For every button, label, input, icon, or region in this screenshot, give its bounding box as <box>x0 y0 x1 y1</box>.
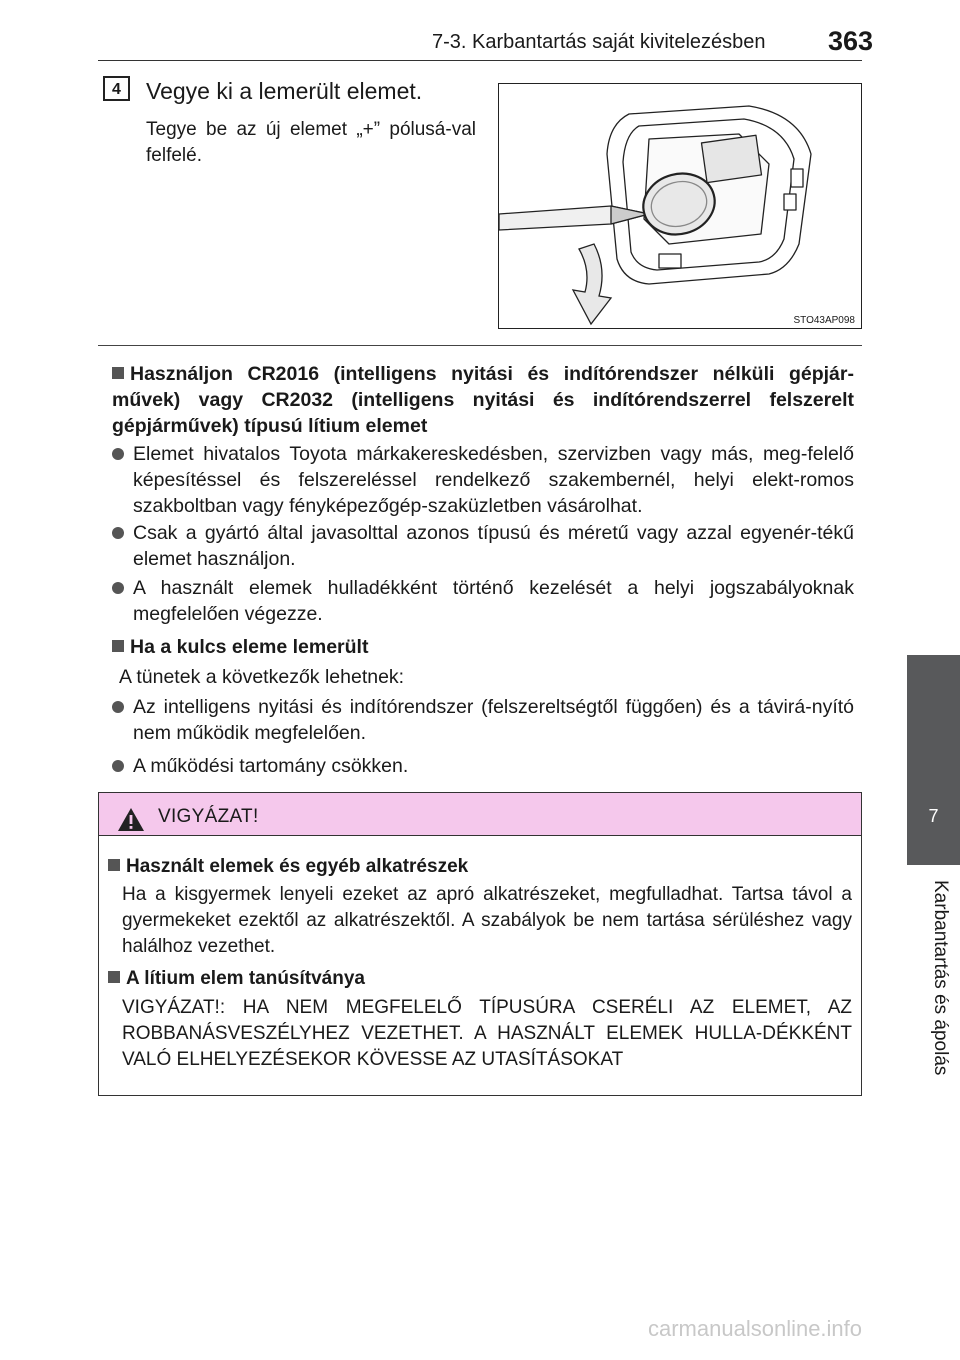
step-number-badge: 4 <box>103 76 130 101</box>
bullet-dot-icon <box>112 701 124 713</box>
figure-code: STO43AP098 <box>793 315 855 326</box>
section2-heading <box>112 634 854 660</box>
warning-item-heading-text: Használt elemek és egyéb alkatrészek <box>126 856 469 877</box>
chapter-tab <box>907 655 960 865</box>
section1-heading-text: Használjon CR2016 (intelligens nyitási és indítórendszer nélküli gépjár-művek) vagy CR2032 (intelligens nyitási és indítórendszerrel felszerelt gépjárművek) típusú lítium elemet <box>112 363 854 437</box>
warning-item-heading <box>108 856 468 878</box>
heading-square-icon <box>108 859 120 871</box>
list-item-text: Elemet hivatalos Toyota márkakereskedésben, szervizben vagy más, meg-felelő képesítéssel és felszereléssel rendelkező szakembernél, helyi elekt-romos szakboltban vagy fényképezőgép-szaküzletben vásárolhat. <box>133 443 854 517</box>
list-item-text: Az intelligens nyitási és indítórendszer (felszereltségtől függően) és a távirá-nyító nem működik megfelelően. <box>133 696 854 744</box>
warning-item-heading-text: A lítium elem tanúsítványa <box>126 968 365 989</box>
warning-item-heading <box>108 968 365 990</box>
bullet-dot-icon <box>112 760 124 772</box>
list-item <box>133 694 854 746</box>
section-divider <box>98 345 862 346</box>
warning-triangle-icon <box>117 807 145 832</box>
section2-intro: A tünetek a következők lehetnek: <box>119 666 405 688</box>
section-title: 7-3. Karbantartás saját kivitelezésben <box>432 31 766 53</box>
list-item <box>133 575 854 627</box>
bullet-dot-icon <box>112 527 124 539</box>
heading-square-icon <box>112 640 124 652</box>
key-battery-figure <box>498 83 862 329</box>
bullet-dot-icon <box>112 448 124 460</box>
list-item <box>133 520 854 572</box>
list-item <box>133 753 854 779</box>
section1-heading <box>112 361 854 439</box>
bullet-dot-icon <box>112 582 124 594</box>
step-description: Tegye be az új elemet „+” pólusá-val felfelé. <box>146 119 476 166</box>
section2-heading-text: Ha a kulcs eleme lemerült <box>130 636 369 658</box>
warning-item-text: VIGYÁZAT!: HA NEM MEGFELELŐ TÍPUSÚRA CSERÉLI AZ ELEMET, AZ ROBBANÁSVESZÉLYHEZ VEZETHET. A HASZNÁLT ELEMEK HULLA-DÉKKÉNT VALÓ ELHELYEZÉSEKOR KÖVESSE AZ UTASÍTÁSOKAT <box>122 997 852 1070</box>
step-title: Vegye ki a lemerült elemet. <box>146 78 423 104</box>
watermark: carmanualsonline.info <box>648 1316 863 1341</box>
list-item-text: A használt elemek hulladékként történő kezelését a helyi jogszabályoknak megfelelően végezze. <box>133 577 854 625</box>
chapter-number: 7 <box>928 806 939 826</box>
heading-square-icon <box>112 367 124 379</box>
warning-title: VIGYÁZAT! <box>158 806 259 827</box>
key-battery-illustration <box>499 84 862 329</box>
list-item-text: Csak a gyártó által javasolttal azonos típusú és méretű vagy azzal egyenér-tékű elemet használjon. <box>133 522 854 570</box>
list-item-text: A működési tartomány csökken. <box>133 755 409 777</box>
page-number: 363 <box>828 26 874 56</box>
chapter-title: Karbantartás és ápolás <box>930 880 951 1076</box>
heading-square-icon <box>108 971 120 983</box>
header-rule <box>98 60 862 61</box>
list-item <box>133 441 854 519</box>
warning-item-text: Ha a kisgyermek lenyeli ezeket az apró alkatrészeket, megfulladhat. Tartsa távol a gyermekeket ezektől az alkatrészektől. A szabályok be nem tartása sérüléshez vagy halálhoz vezethet. <box>122 884 852 957</box>
